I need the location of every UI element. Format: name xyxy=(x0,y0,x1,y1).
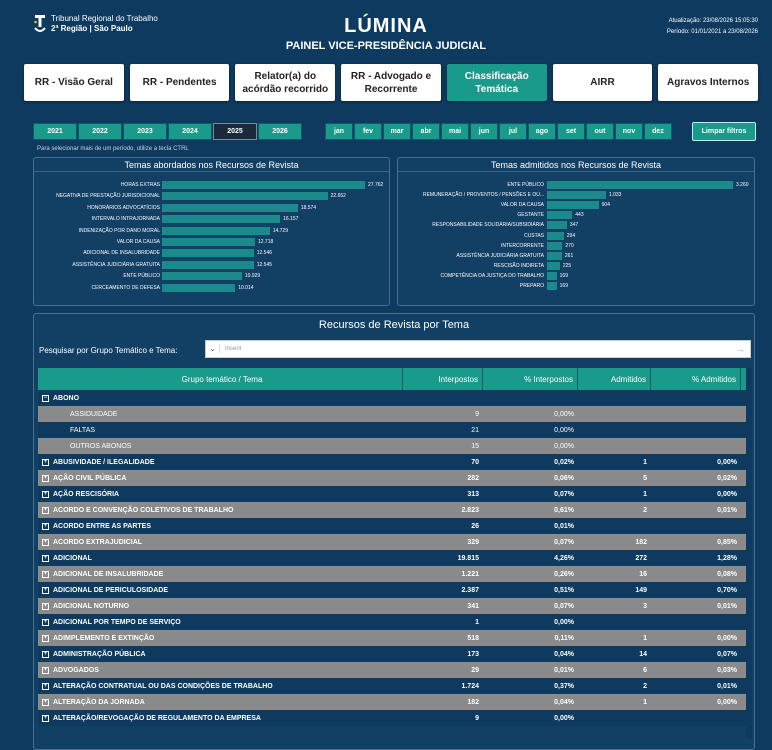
row-pct-interpostos: 4,26% xyxy=(554,554,574,562)
row-pct-admitidos xyxy=(651,422,741,438)
row-name: + ALTERAÇÃO DA JORNADA xyxy=(43,698,145,706)
bar-value: 261 xyxy=(564,252,574,259)
table-row[interactable] xyxy=(38,550,746,566)
row-name: + ACORDO E CONVENÇÃO COLETIVOS DE TRABALHO xyxy=(43,506,234,514)
expand-icon[interactable]: + xyxy=(43,554,48,561)
bar-value: 1.033 xyxy=(608,192,622,199)
bar-label: ASSISTÊNCIA JUDICIÁRIA GRATUITA xyxy=(456,252,544,259)
month-filter xyxy=(325,123,672,140)
row-admitidos: 1 xyxy=(643,458,647,466)
month-nov[interactable]: nov xyxy=(615,123,643,140)
table-row[interactable] xyxy=(38,662,746,678)
row-pct-interpostos: 0,01% xyxy=(554,522,574,530)
expand-icon[interactable]: + xyxy=(43,714,48,721)
row-interpostos: 9 xyxy=(475,410,479,418)
chevron-down-icon[interactable]: ⌄ xyxy=(206,345,220,353)
bar-label: PREPARO xyxy=(519,283,544,289)
bar[interactable] xyxy=(547,221,567,229)
nav-tab-4[interactable]: Classificação Temática xyxy=(447,64,547,101)
row-pct-interpostos: 0,61% xyxy=(554,506,574,514)
row-name: + ADVOGADOS xyxy=(43,666,99,674)
row-interpostos: 26 xyxy=(471,522,479,530)
expand-icon[interactable]: + xyxy=(43,474,48,481)
year-2022[interactable]: 2022 xyxy=(78,123,122,140)
row-pct-admitidos: 0,01% xyxy=(717,682,737,690)
row-name: − ABONO xyxy=(43,394,80,402)
bar[interactable] xyxy=(162,227,270,235)
row-pct-admitidos: 0,01% xyxy=(717,602,737,610)
expand-icon[interactable]: + xyxy=(43,506,48,513)
row-pct-interpostos: 0,01% xyxy=(554,666,574,674)
chart-title: Temas abordados nos Recursos de Revista xyxy=(34,158,389,172)
bar-label: INDENIZAÇÃO POR DANO MORAL xyxy=(78,227,160,234)
row-admitidos xyxy=(578,438,651,454)
header-interpostos[interactable]: Interpostos xyxy=(403,368,483,390)
row-admitidos xyxy=(578,406,651,422)
row-pct-admitidos xyxy=(651,710,741,726)
row-pct-interpostos: 0,00% xyxy=(554,442,574,450)
bar-label: VALOR DA CAUSA xyxy=(500,202,544,209)
bar[interactable] xyxy=(162,215,280,223)
bar[interactable] xyxy=(547,201,599,209)
month-mar[interactable]: mar xyxy=(383,123,411,140)
bar[interactable] xyxy=(547,282,557,290)
row-name: + ADICIONAL POR TEMPO DE SERVIÇO xyxy=(43,618,181,626)
row-name: OUTROS ABONOS xyxy=(70,442,132,450)
row-name: + AÇÃO RESCISÓRIA xyxy=(43,490,120,498)
row-interpostos: 2.387 xyxy=(461,586,479,594)
search-input[interactable] xyxy=(205,340,751,358)
expand-icon[interactable]: + xyxy=(43,538,48,545)
row-pct-admitidos: 0,07% xyxy=(717,650,737,658)
nav-tab-3[interactable]: RR - Advogado e Recorrente xyxy=(341,64,441,101)
expand-icon[interactable]: + xyxy=(43,522,48,529)
bar-value: 347 xyxy=(569,222,579,229)
header xyxy=(0,0,772,60)
row-admitidos: 6 xyxy=(643,666,647,674)
bar-value: 270 xyxy=(565,242,574,249)
row-pct-admitidos: 0,85% xyxy=(717,538,737,546)
month-jan[interactable]: jan xyxy=(325,123,353,140)
table-row[interactable] xyxy=(38,630,746,646)
table-row[interactable] xyxy=(38,534,746,550)
month-ago[interactable]: ago xyxy=(528,123,556,140)
row-name: + ALTERAÇÃO CONTRATUAL OU DAS CONDIÇÕES DE TRABALHO xyxy=(43,682,273,690)
bar-label: HORAS EXTRAS xyxy=(120,182,160,188)
bar[interactable] xyxy=(162,181,365,189)
row-name: + ADIMPLEMENTO E EXTINÇÃO xyxy=(43,634,155,642)
table-title: Recursos de Revista por Tema xyxy=(318,319,470,331)
row-interpostos: 173 xyxy=(467,650,479,658)
bar[interactable] xyxy=(162,261,254,269)
row-admitidos: 5 xyxy=(643,474,647,482)
year-2023[interactable]: 2023 xyxy=(123,123,167,140)
bar-value: 12.546 xyxy=(256,250,273,257)
bar-label: NEGATIVA DE PRESTAÇÃO JURISDICIONAL xyxy=(56,193,160,200)
bar-label: ENTE PÚBLICO xyxy=(507,182,544,188)
row-name: + ADMINISTRAÇÃO PÚBLICA xyxy=(43,650,146,658)
row-pct-interpostos: 0,00% xyxy=(554,410,574,418)
row-pct-admitidos xyxy=(651,518,741,534)
bar-label: GESTANTE xyxy=(517,212,544,219)
row-pct-interpostos: 0,04% xyxy=(554,698,574,706)
period-hint: Para selecionar mais de um período, utilize a tecla CTRL xyxy=(37,146,189,152)
bar-label: INTERCORRENTE xyxy=(500,242,544,249)
row-name: + ACORDO EXTRAJUDICIAL xyxy=(43,538,143,546)
row-interpostos: 341 xyxy=(467,602,479,610)
page-subtitle: PAINEL VICE-PRESIDÊNCIA JUDICIAL xyxy=(285,40,487,52)
month-jun[interactable]: jun xyxy=(470,123,498,140)
bar-value: 169 xyxy=(559,283,568,289)
row-admitidos xyxy=(578,390,651,406)
logo-line2: 2ª Região | São Paulo xyxy=(51,24,133,33)
row-admitidos: 2 xyxy=(643,506,647,514)
bar[interactable] xyxy=(547,232,564,240)
row-admitidos: 272 xyxy=(635,554,647,562)
row-pct-interpostos: 0,00% xyxy=(554,426,574,434)
expand-icon[interactable]: + xyxy=(43,490,48,497)
row-interpostos: 518 xyxy=(467,634,479,642)
month-dez[interactable]: dez xyxy=(644,123,672,140)
table-row[interactable] xyxy=(38,518,746,534)
row-interpostos: 313 xyxy=(467,490,479,498)
bar-label: RESCISÃO INDIRETA xyxy=(493,262,544,269)
bar-label: VALOR DA CAUSA xyxy=(116,239,160,245)
expand-icon[interactable]: + xyxy=(43,586,48,593)
year-2026[interactable]: 2026 xyxy=(258,123,302,140)
row-interpostos: 15 xyxy=(471,442,479,450)
row-pct-admitidos xyxy=(651,614,741,630)
bar-label: ENTE PÚBLICO xyxy=(123,273,160,280)
chart-title: Temas admitidos nos Recursos de Revista xyxy=(398,158,754,172)
bar[interactable] xyxy=(547,242,562,250)
nav-tab-5[interactable]: AIRR xyxy=(553,64,653,101)
month-jul[interactable]: jul xyxy=(499,123,527,140)
table-row[interactable] xyxy=(38,502,746,518)
year-2021[interactable]: 2021 xyxy=(33,123,77,140)
nav-tab-0[interactable]: RR - Visão Geral xyxy=(24,64,124,101)
row-interpostos: 9 xyxy=(475,714,479,722)
bar-value: 14.729 xyxy=(272,227,288,234)
chart-temas-abordados xyxy=(33,157,390,306)
row-pct-interpostos: 0,04% xyxy=(554,650,574,658)
search-placeholder: Inserir xyxy=(225,346,242,352)
arrow-right-icon[interactable]: → xyxy=(737,344,745,354)
expand-icon[interactable]: + xyxy=(43,650,48,657)
bar-label: ASSISTÊNCIA JUDICIÁRIA GRATUITA xyxy=(72,261,160,268)
page-title: LÚMINA xyxy=(344,15,428,37)
row-pct-interpostos: 0,07% xyxy=(554,490,574,498)
bar-value: 22.652 xyxy=(330,193,346,200)
expand-icon[interactable]: + xyxy=(43,618,48,625)
bar[interactable] xyxy=(162,284,235,292)
period-range: Período: 01/01/2021 a 23/08/2026 xyxy=(666,29,758,35)
bar-label: RESPONSABILIDADE SOLIDÁRIA/SUBSIDIÁRIA xyxy=(432,222,544,229)
row-interpostos: 21 xyxy=(471,426,479,434)
expand-icon[interactable]: + xyxy=(43,634,48,641)
bar-value: 10.014 xyxy=(238,284,254,291)
bar-label: REMUNERAÇÃO / PROVENTOS / PENSÕES E OU... xyxy=(422,192,544,199)
row-pct-admitidos: 0,00% xyxy=(717,458,737,466)
row-admitidos: 2 xyxy=(643,682,647,690)
bar-value: 225 xyxy=(562,262,572,269)
scrollbar[interactable] xyxy=(746,368,752,738)
row-pct-interpostos: 0,11% xyxy=(554,634,574,642)
table-row[interactable] xyxy=(38,438,746,454)
collapse-icon[interactable]: − xyxy=(43,394,48,401)
table-row[interactable] xyxy=(38,598,746,614)
month-mai[interactable]: mai xyxy=(441,123,469,140)
bar-label: INTERVALO INTRAJORNADA xyxy=(91,216,160,223)
row-pct-admitidos xyxy=(651,438,741,454)
table-row[interactable] xyxy=(38,486,746,502)
row-pct-admitidos: 0,01% xyxy=(717,506,737,514)
row-pct-interpostos: 0,06% xyxy=(554,474,574,482)
bar[interactable] xyxy=(547,262,560,270)
year-2025[interactable]: 2025 xyxy=(213,123,257,140)
nav-tab-2[interactable]: Relator(a) do acórdão recorrido xyxy=(235,64,335,101)
row-pct-interpostos: 0,00% xyxy=(554,714,574,722)
search-label: Pesquisar por Grupo Temático e Tema: xyxy=(39,346,178,355)
row-name: ASSIDUIDADE xyxy=(70,410,118,418)
bar[interactable] xyxy=(547,272,557,280)
row-name: + ADICIONAL NOTURNO xyxy=(43,602,130,610)
bar-label: HONORÁRIOS ADVOCATÍCIOS xyxy=(87,204,160,211)
row-pct-interpostos: 0,00% xyxy=(554,618,574,626)
bar-value: 3.260 xyxy=(736,182,749,188)
row-interpostos: 2.823 xyxy=(461,506,479,514)
bar-value: 443 xyxy=(575,212,584,219)
row-admitidos xyxy=(578,518,651,534)
bar-value: 10.929 xyxy=(244,273,261,280)
bar[interactable] xyxy=(162,238,255,246)
table-row[interactable] xyxy=(38,566,746,582)
table-row[interactable] xyxy=(38,582,746,598)
row-pct-interpostos: 0,07% xyxy=(554,602,574,610)
bar-value: 294 xyxy=(566,232,576,239)
row-pct-interpostos: 0,07% xyxy=(554,538,574,546)
table-row[interactable] xyxy=(38,454,746,470)
month-fev[interactable]: fev xyxy=(354,123,382,140)
header-grupo[interactable]: Grupo temático / Tema xyxy=(38,368,403,390)
bar[interactable] xyxy=(162,204,298,212)
row-admitidos xyxy=(578,422,651,438)
table-body xyxy=(38,390,746,726)
row-interpostos: 29 xyxy=(471,666,479,674)
row-admitidos: 16 xyxy=(639,570,647,578)
row-pct-interpostos: 0,02% xyxy=(554,458,574,466)
row-pct-interpostos: 0,26% xyxy=(554,570,574,578)
bar[interactable] xyxy=(162,192,328,200)
table-row[interactable] xyxy=(38,470,746,486)
expand-icon[interactable]: + xyxy=(43,458,48,465)
row-interpostos: 1 xyxy=(475,618,479,626)
nav-tab-6[interactable]: Agravos Internos xyxy=(658,64,758,101)
row-pct-admitidos: 1,28% xyxy=(717,554,737,562)
bar-value: 12.545 xyxy=(256,261,273,268)
row-pct-admitidos: 0,00% xyxy=(717,634,737,642)
header-admitidos[interactable]: Admitidos xyxy=(578,368,651,390)
update-timestamp: Atualização: 23/08/2026 15:05:30 xyxy=(668,18,758,24)
expand-icon[interactable]: + xyxy=(43,602,48,609)
year-2024[interactable]: 2024 xyxy=(168,123,212,140)
bar[interactable] xyxy=(162,249,254,257)
nav-bar xyxy=(24,64,758,101)
row-interpostos: 1.724 xyxy=(461,682,479,690)
row-interpostos: 282 xyxy=(467,474,479,482)
table-row[interactable] xyxy=(38,614,746,630)
row-pct-admitidos: 0,00% xyxy=(717,490,737,498)
header-pct-interpostos[interactable]: % Interpostos xyxy=(483,368,578,390)
table-row[interactable] xyxy=(38,694,746,710)
themes-table xyxy=(38,368,746,726)
clear-filters-button[interactable]: Limpar filtros xyxy=(692,122,756,141)
row-pct-admitidos: 0,02% xyxy=(717,474,737,482)
row-pct-interpostos xyxy=(483,390,578,406)
table-row[interactable] xyxy=(38,422,746,438)
row-admitidos xyxy=(578,614,651,630)
logo-line1: Tribunal Regional do Trabalho xyxy=(51,14,158,23)
row-admitidos: 1 xyxy=(643,634,647,642)
nav-tab-1[interactable]: RR - Pendentes xyxy=(130,64,230,101)
bar-value: 169 xyxy=(559,272,568,279)
row-name: + ADICIONAL DE INSALUBRIDADE xyxy=(43,570,164,578)
row-pct-interpostos: 0,51% xyxy=(554,586,574,594)
row-admitidos: 1 xyxy=(643,490,647,498)
bar-label: COMPETÊNCIA DA JUSTIÇA DO TRABALHO xyxy=(440,272,544,279)
header-pct-admitidos[interactable]: % Admitidos xyxy=(651,368,741,390)
row-interpostos: 182 xyxy=(467,698,479,706)
bar-label: CERCEAMENTO DE DEFESA xyxy=(91,284,160,291)
row-name: FALTAS xyxy=(70,426,96,434)
row-name: + ADICIONAL xyxy=(43,554,92,562)
row-pct-admitidos xyxy=(651,406,741,422)
row-name: + ADICIONAL DE PERICULOSIDADE xyxy=(43,586,168,594)
table-row[interactable] xyxy=(38,406,746,422)
table-panel xyxy=(33,313,755,750)
row-admitidos: 1 xyxy=(643,698,647,706)
row-name: + ALTERAÇÃO/REVOGAÇÃO DE REGULAMENTO DA EMPRESA xyxy=(43,714,261,722)
row-pct-admitidos xyxy=(651,390,741,406)
row-pct-interpostos: 0,37% xyxy=(554,682,574,690)
row-interpostos: 329 xyxy=(467,538,479,546)
row-pct-admitidos: 0,03% xyxy=(717,666,737,674)
row-admitidos: 182 xyxy=(635,538,647,546)
row-name: + AÇÃO CIVIL PÚBLICA xyxy=(43,474,127,482)
bar-value: 904 xyxy=(601,202,610,209)
bar-value: 27.762 xyxy=(368,182,384,188)
bar-label: ADICIONAL DE INSALUBRIDADE xyxy=(83,250,160,257)
update-info xyxy=(667,16,758,38)
month-abr[interactable]: abr xyxy=(412,123,440,140)
bar-value: 12.718 xyxy=(257,239,274,245)
row-admitidos: 14 xyxy=(639,650,647,658)
month-out[interactable]: out xyxy=(586,123,614,140)
chart-temas-admitidos xyxy=(397,157,755,306)
expand-icon[interactable]: + xyxy=(43,570,48,577)
row-name: + ABUSIVIDADE / ILEGALIDADE xyxy=(43,458,155,466)
row-interpostos: 1.221 xyxy=(461,570,479,578)
row-name: + ACORDO ENTRE AS PARTES xyxy=(43,522,152,530)
row-admitidos xyxy=(578,710,651,726)
bar-value: 18.574 xyxy=(300,204,317,211)
year-filter xyxy=(33,123,302,140)
row-admitidos: 149 xyxy=(635,586,647,594)
expand-icon[interactable]: + xyxy=(43,682,48,689)
row-interpostos xyxy=(403,390,483,406)
row-interpostos: 70 xyxy=(471,458,479,466)
table-row[interactable] xyxy=(38,646,746,662)
row-admitidos: 3 xyxy=(643,602,647,610)
table-row[interactable] xyxy=(38,678,746,694)
table-row[interactable] xyxy=(38,710,746,726)
bar[interactable] xyxy=(547,252,562,260)
row-pct-admitidos: 0,70% xyxy=(717,586,737,594)
row-interpostos: 19.815 xyxy=(457,554,479,562)
bar[interactable] xyxy=(162,272,242,280)
row-pct-admitidos: 0,08% xyxy=(717,570,737,578)
table-header xyxy=(38,368,746,390)
bar[interactable] xyxy=(547,181,733,189)
bar-label: CUSTAS xyxy=(524,232,544,239)
bar-value: 16.157 xyxy=(283,216,299,223)
bar[interactable] xyxy=(547,191,606,199)
table-row[interactable] xyxy=(38,390,746,406)
expand-icon[interactable]: + xyxy=(43,698,48,705)
bar[interactable] xyxy=(547,211,572,219)
row-pct-admitidos: 0,00% xyxy=(717,698,737,706)
month-set[interactable]: set xyxy=(557,123,585,140)
expand-icon[interactable]: + xyxy=(43,666,48,673)
